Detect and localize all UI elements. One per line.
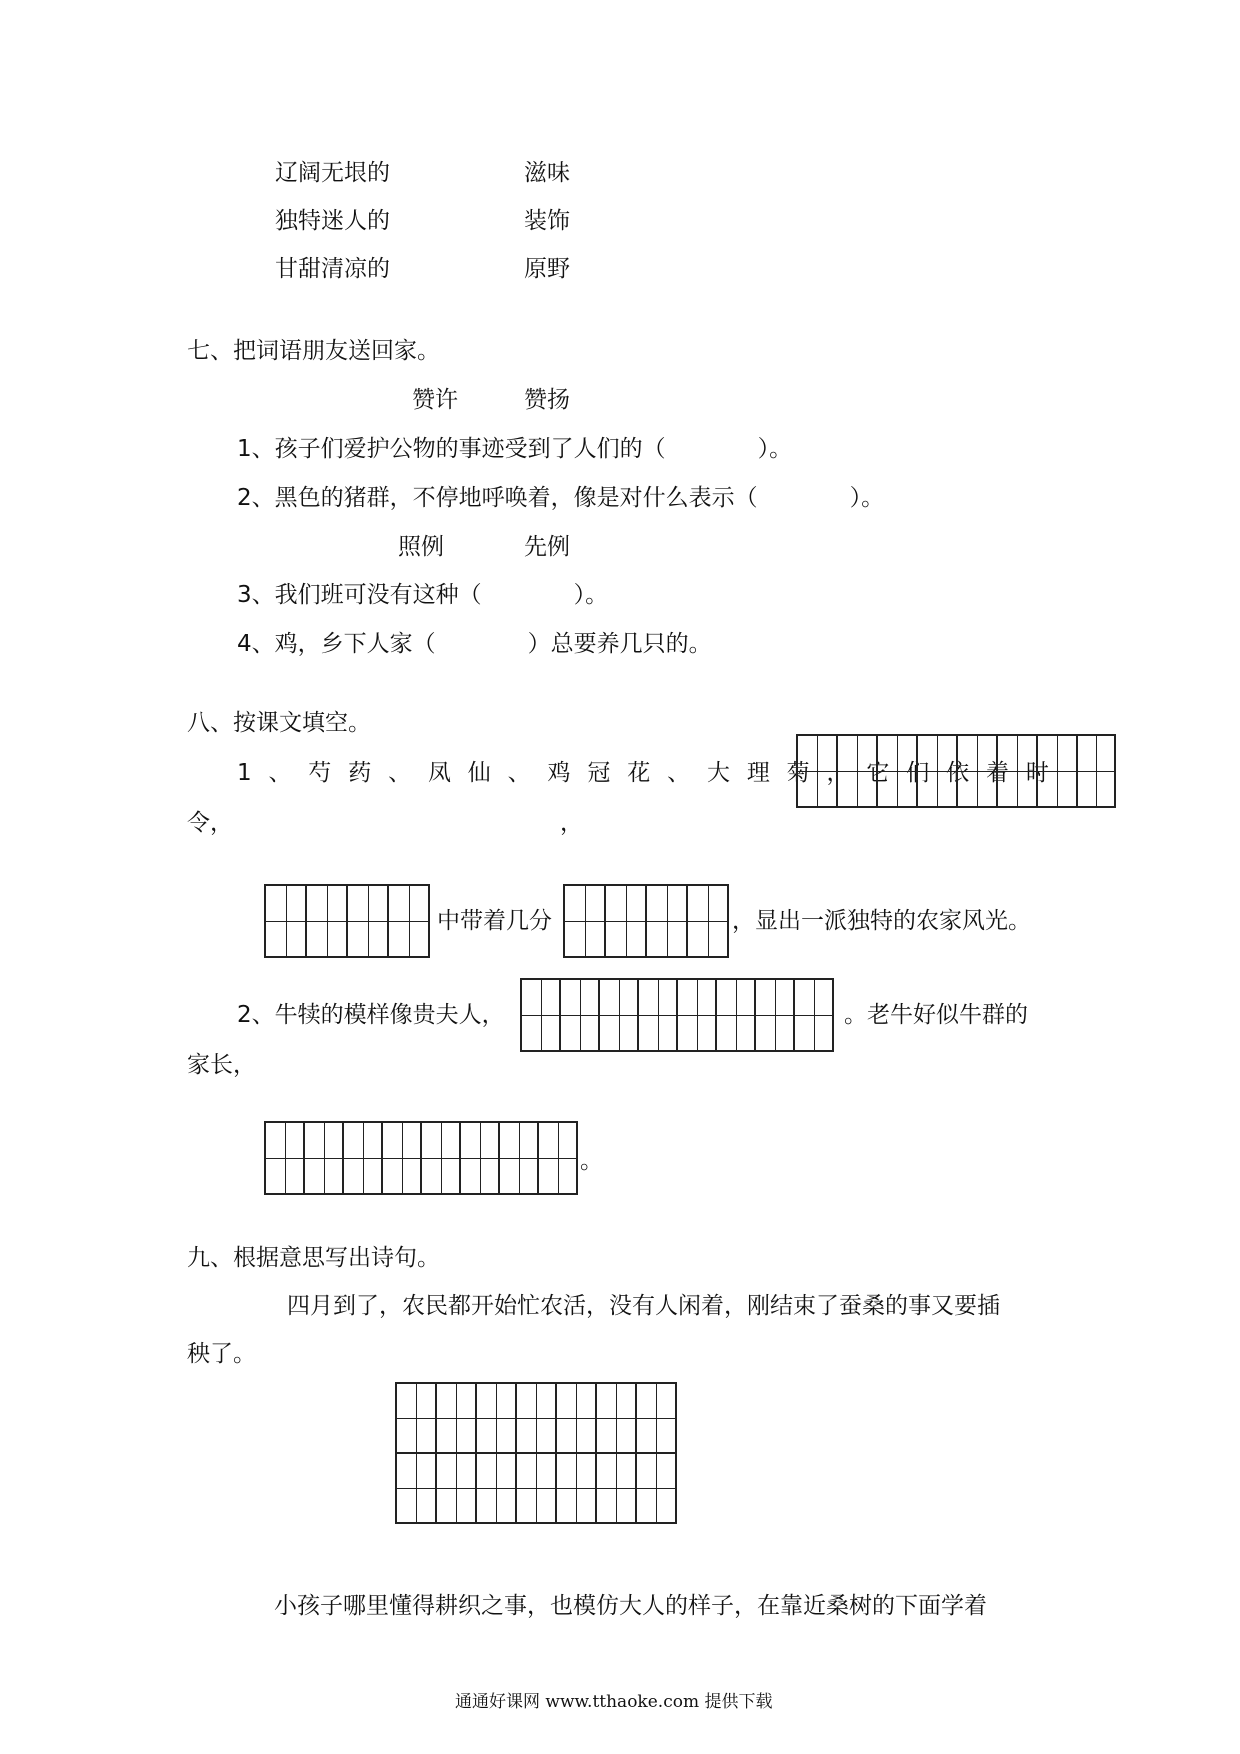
section8-q2-line2: 家长， — [187, 1052, 256, 1078]
section7-q2: 2、黑色的猪群，不停地呼唤着，像是对什么表示（ ）。 — [237, 485, 885, 511]
section8-title: 八、按课文填空。 — [187, 710, 371, 736]
section8-q2-end: 。 — [580, 1148, 603, 1174]
match-right-2: 装饰 — [524, 208, 570, 234]
footer-note: 通通好课网 www.tthaoke.com 提供下载 — [455, 1692, 773, 1712]
answer-grid-poem-row1[interactable] — [395, 1382, 677, 1454]
answer-grid-poem-row2[interactable] — [395, 1452, 677, 1524]
section9-para1-line2: 秧了。 — [187, 1341, 256, 1367]
answer-grid-q1-c[interactable] — [563, 884, 729, 958]
match-right-1: 滋味 — [524, 160, 570, 186]
section8-q2-mid: 。老牛好似牛群的 — [844, 1002, 1028, 1028]
match-right-3: 原野 — [524, 256, 570, 282]
section8-q1-end: ，显出一派独特的农家风光。 — [732, 908, 1031, 934]
section8-q1-line2-comma: ， — [560, 810, 583, 836]
match-left-2: 独特迷人的 — [275, 208, 390, 234]
word-zanyang: 赞扬 — [524, 387, 570, 413]
answer-grid-q2-b[interactable] — [264, 1121, 578, 1195]
word-zhaoli: 照例 — [398, 534, 444, 560]
section7-q3: 3、我们班可没有这种（ ）。 — [237, 582, 609, 608]
answer-grid-q2-a[interactable] — [520, 978, 834, 1052]
word-zanxu: 赞许 — [412, 387, 458, 413]
section9-title: 九、根据意思写出诗句。 — [187, 1245, 440, 1271]
answer-grid-poem[interactable] — [395, 1382, 677, 1524]
section8-q2-start: 2、牛犊的模样像贵夫人， — [237, 1002, 505, 1028]
word-xianli: 先例 — [524, 534, 570, 560]
answer-grid-q1-a[interactable] — [796, 734, 1116, 808]
section8-q1-mid: 中带着几分 — [437, 908, 552, 934]
section7-q1: 1、孩子们爱护公物的事迹受到了人们的（ ）。 — [237, 436, 793, 462]
section7-q4: 4、鸡，乡下人家（ ）总要养几只的。 — [237, 631, 712, 657]
section8-q1-line1: 1 、 芍 药 、 凤 仙 、 鸡 冠 花 、 大 理 菊 ， 它 们 依 着 时 — [237, 760, 1049, 786]
match-left-1: 辽阔无垠的 — [275, 160, 390, 186]
section9-para2-line1: 小孩子哪里懂得耕织之事，也模仿大人的样子，在靠近桑树的下面学着 — [274, 1593, 987, 1619]
answer-grid-q1-b[interactable] — [264, 884, 430, 958]
section7-title: 七、把词语朋友送回家。 — [187, 338, 440, 364]
section9-para1-line1: 四月到了，农民都开始忙农活，没有人闲着，刚结束了蚕桑的事又要插 — [287, 1293, 1000, 1319]
section8-q1-line2-start: 令， — [187, 810, 233, 836]
match-left-3: 甘甜清凉的 — [275, 256, 390, 282]
